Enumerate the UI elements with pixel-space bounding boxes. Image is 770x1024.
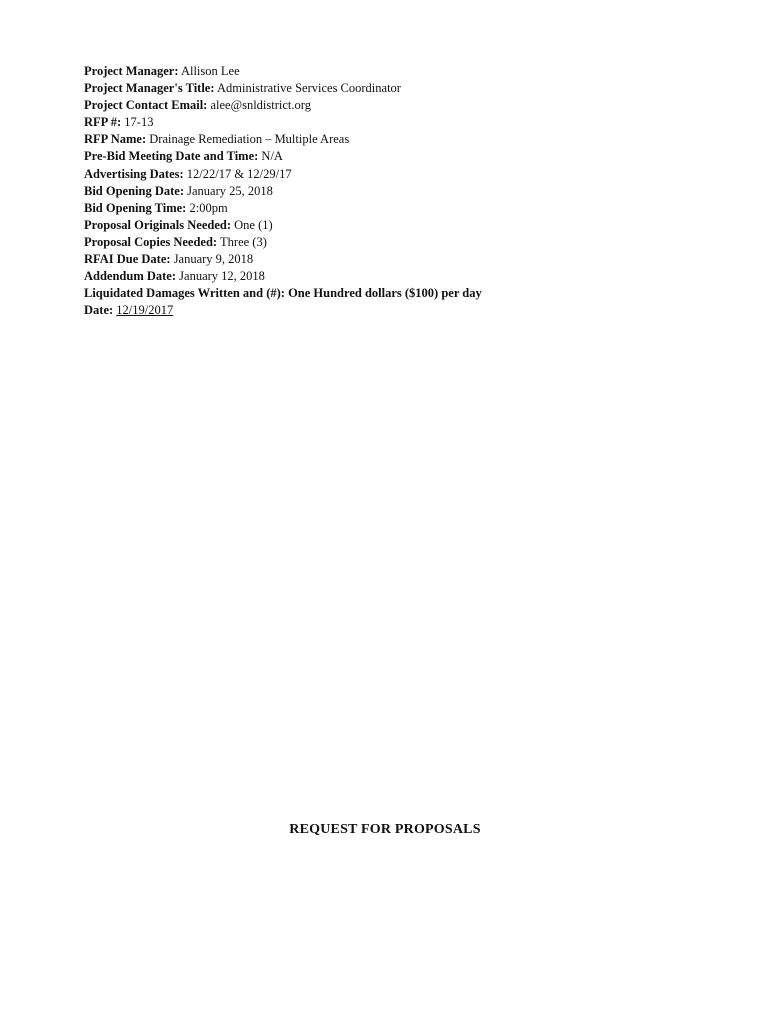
field-label: Bid Opening Date: xyxy=(84,183,185,198)
field-label: Bid Opening Time: xyxy=(84,200,187,215)
field-value: One (1) xyxy=(234,217,273,232)
field-value: January 12, 2018 xyxy=(179,269,265,284)
field-label: Date: xyxy=(84,303,114,318)
field-label: Advertising Dates: xyxy=(84,166,184,181)
field-label: Project Manager's Title: xyxy=(84,81,215,96)
field-label: Project Manager: xyxy=(84,64,179,78)
field-value: January 25, 2018 xyxy=(187,183,273,198)
project-info-list xyxy=(84,63,482,319)
field-value: January 9, 2018 xyxy=(173,252,254,267)
project-contact-email-line xyxy=(84,97,482,114)
field-value: Allison Lee xyxy=(180,64,240,78)
rfai-due-date-line xyxy=(84,251,482,268)
date-line xyxy=(84,302,482,319)
field-label: Project Contact Email: xyxy=(84,98,208,113)
field-label: RFAI Due Date: xyxy=(84,252,171,267)
field-value: Drainage Remediation – Multiple Areas xyxy=(149,132,350,147)
field-value: alee@snldistrict.org xyxy=(210,98,311,113)
proposal-originals-line xyxy=(84,217,482,234)
field-label: Addendum Date: xyxy=(84,269,177,284)
project-manager-title-line xyxy=(84,80,482,97)
field-label: RFP Name: xyxy=(84,132,147,147)
proposal-copies-line xyxy=(84,234,482,251)
field-value: 12/19/2017 xyxy=(116,303,174,318)
project-manager-line xyxy=(84,63,482,80)
field-label: Proposal Originals Needed: xyxy=(84,217,231,232)
rfp-number-line xyxy=(84,114,482,131)
field-label: Proposal Copies Needed: xyxy=(84,234,218,249)
bid-opening-date-line xyxy=(84,183,482,200)
rfp-name-line xyxy=(84,131,482,148)
field-value: 12/22/17 & 12/29/17 xyxy=(186,166,292,181)
pre-bid-meeting-line xyxy=(84,148,482,165)
field-label: Pre-Bid Meeting Date and Time: xyxy=(84,149,259,164)
field-value: 2:00pm xyxy=(189,200,228,215)
page-heading: REQUEST FOR PROPOSALS xyxy=(289,822,481,837)
field-value: Three (3) xyxy=(220,234,267,249)
field-label: RFP #: xyxy=(84,115,122,130)
advertising-dates-line xyxy=(84,166,482,183)
field-value: 17-13 xyxy=(124,115,154,130)
liquidated-damages-line xyxy=(84,285,482,302)
bid-opening-time-line xyxy=(84,200,482,217)
addendum-date-line xyxy=(84,268,482,285)
field-label: Liquidated Damages Written and (#): xyxy=(84,286,285,301)
field-value: One Hundred dollars ($100) per day xyxy=(288,286,482,301)
field-value: N/A xyxy=(261,149,283,164)
field-value: Administrative Services Coordinator xyxy=(216,81,401,96)
